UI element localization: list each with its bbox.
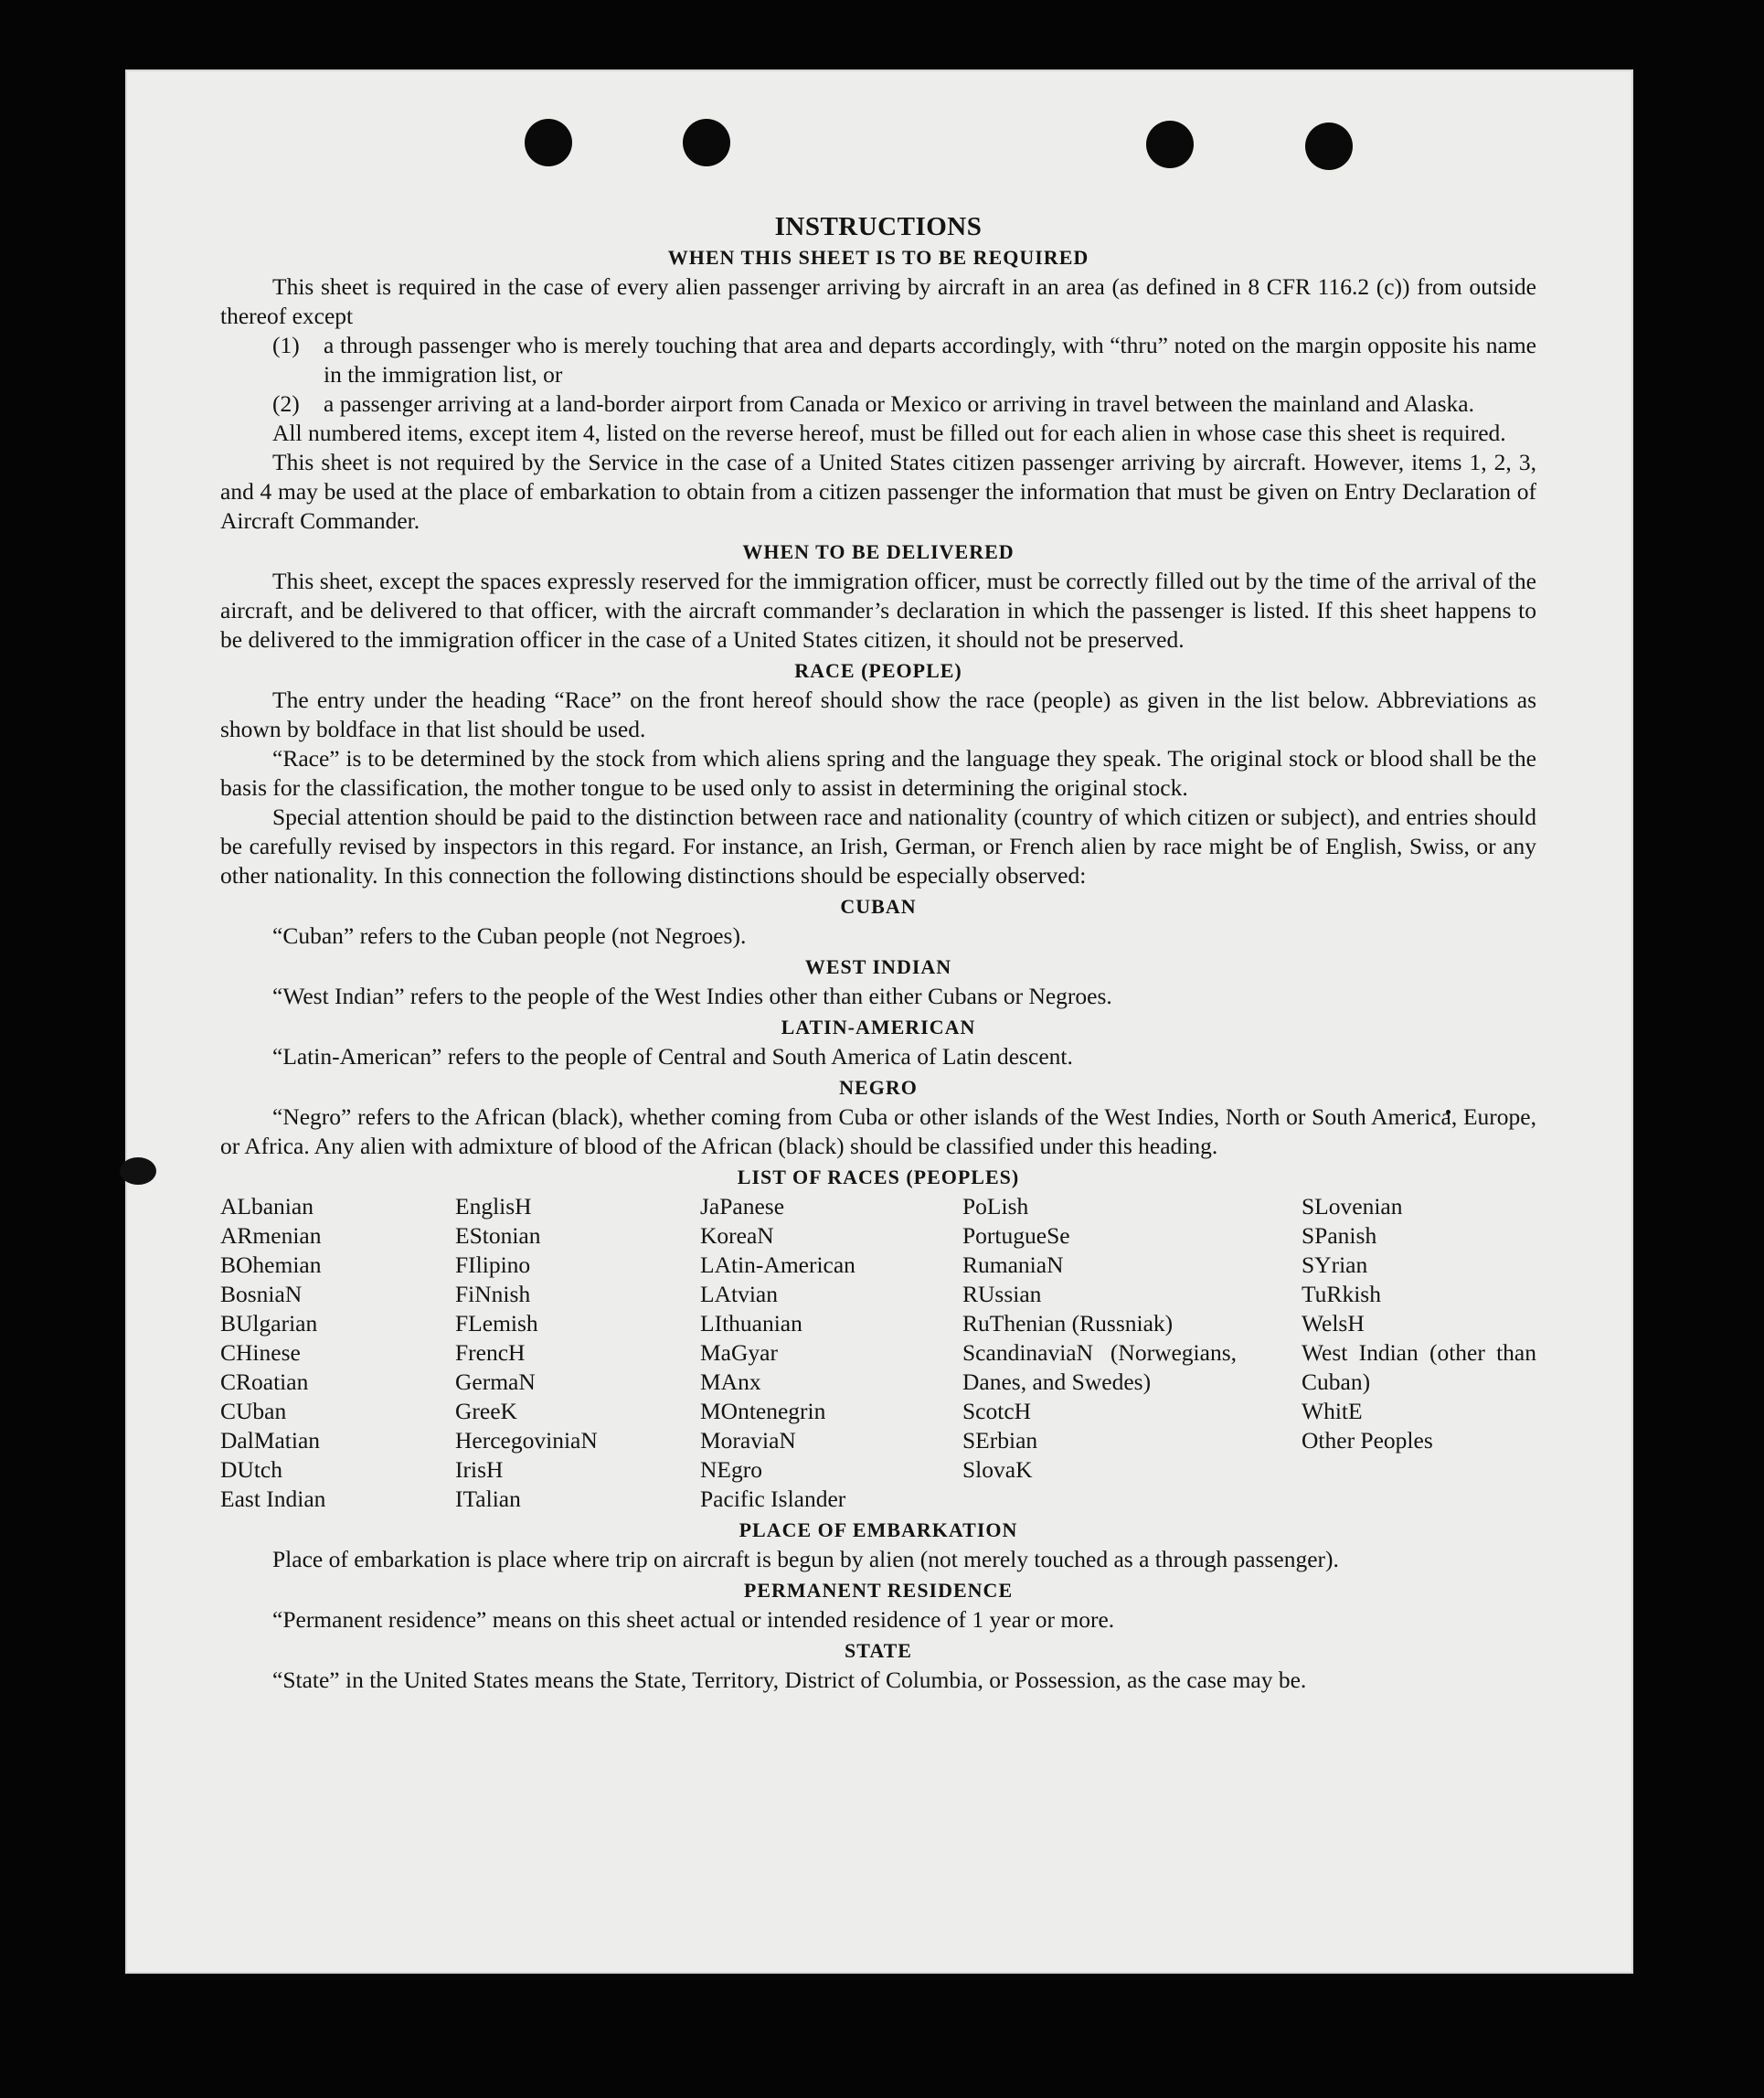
numbered-items-paragraph: All numbered items, except item 4, listed on the reverse hereof, must be filled out for each alien in whose case this sheet is required. [272,420,1506,446]
race-entry: PortugueSe [962,1222,1070,1249]
race-entry: WelsH [1302,1310,1365,1337]
race-entry: LAtvian [700,1281,778,1307]
latin-american-paragraph: “Latin-American” refers to the people of Central and South America of Latin descent. [272,1043,1073,1070]
page-title: INSTRUCTIONS [774,212,983,241]
race-entry: GreeK [455,1398,517,1424]
races-column-5 [1302,1192,1536,1455]
races-column-4 [962,1192,1237,1485]
race-entry: MoraviaN [700,1427,796,1454]
race-entry: LAtin-American [700,1251,855,1278]
citizen-note-paragraph: This sheet is not required by the Service in the case of a United States citizen passenger arriving by aircraft. However, items 1, 2, 3, and 4 may be used at the place of embarkation to obtain from a citizen passenger the information that must be given on Entry Declaration of Aircraft Commander. [220,449,1536,534]
race-entry: RUssian [962,1281,1042,1307]
race-entry: PoLish [962,1193,1029,1219]
race-entry: ITalian [455,1486,521,1512]
heading-negro: NEGRO [839,1076,918,1099]
race-entry: SLovenian [1302,1193,1403,1219]
race-entry: Other Peoples [1302,1427,1433,1454]
heading-race: RACE (PEOPLE) [794,659,962,682]
embarkation-paragraph: Place of embarkation is place where trip on aircraft is begun by alien (not merely touched as a through passenger). [272,1546,1339,1572]
race-paragraph-1: The entry under the heading “Race” on the front hereof should show the race (people) as given in the list below. Abbreviations as shown by boldface in that list should be used. [220,687,1536,742]
race-entry: CHinese [220,1339,301,1366]
heading-list-of-races: LIST OF RACES (PEOPLES) [737,1166,1020,1188]
negro-paragraph: “Negro” refers to the African (black), whether coming from Cuba or other islands of the West Indies, North or South America, Europe, or Africa. Any alien with admixture of blood of the African (black) should be classified under this heading. [220,1103,1536,1159]
race-entry: West Indian (other than Cuban) [1302,1339,1536,1395]
race-entry: NEgro [700,1456,762,1483]
west-indian-paragraph: “West Indian” refers to the people of the West Indies other than either Cubans or Negroes. [272,983,1112,1009]
race-entry: MAnx [700,1368,761,1395]
race-entry: BosniaN [220,1281,303,1307]
item-text: a through passenger who is merely touching that area and departs accordingly, with “thru” noted on the margin opposite his name in the immigration list, or [324,332,1536,388]
race-entry: HercegoviniaN [455,1427,598,1454]
delivered-paragraph: This sheet, except the spaces expressly reserved for the immigration officer, must be correctly filled out by the time of the arrival of the aircraft, and be delivered to that officer, with the aircraft commander’s declaration in which the passenger is listed. If this sheet happens to be delivered to the immigration officer in the case of a United States citizen, it should not be preserved. [220,568,1536,653]
ink-blot [120,1157,156,1185]
heading-permanent-residence: PERMANENT RESIDENCE [743,1579,1014,1602]
race-entry: MOntenegrin [700,1398,826,1424]
heading-cuban: CUBAN [840,895,917,918]
race-entry: SErbian [962,1427,1038,1454]
race-entry: BOhemian [220,1251,322,1278]
item-text: a passenger arriving at a land-border airport from Canada or Mexico or arriving in travel between the mainland and Alaska. [324,390,1474,417]
race-entry: SPanish [1302,1222,1377,1249]
document-page [125,69,1633,1974]
race-paragraph-2: “Race” is to be determined by the stock from which aliens spring and the language they speak. The original stock or blood shall be the basis for the classification, the mother tongue to be used only to assist in determining the original stock. [220,745,1536,801]
race-entry: FiNnish [455,1281,531,1307]
state-paragraph: “State” in the United States means the State, Territory, District of Columbia, or Possession, as the case may be. [272,1667,1307,1693]
required-intro: This sheet is required in the case of every alien passenger arriving by aircraft in an area (as defined in 8 CFR 116.2 (c)) from outside thereof except [220,273,1536,329]
race-entry: EStonian [455,1222,541,1249]
race-entry: RuThenian (Russniak) [962,1310,1174,1337]
race-entry: ScandinaviaN (Norwegians, Danes, and Swedes) [962,1339,1237,1395]
races-column-1 [220,1192,449,1514]
race-entry: MaGyar [700,1339,778,1366]
race-entry: FrencH [455,1339,526,1366]
races-column-3 [700,1192,956,1514]
race-entry: FLemish [455,1310,538,1337]
race-entry: SlovaK [962,1456,1033,1483]
heading-when-required: WHEN THIS SHEET IS TO BE REQUIRED [667,246,1089,269]
race-entry: KoreaN [700,1222,774,1249]
exception-item [220,389,1536,419]
race-entry: ARmenian [220,1222,322,1249]
race-entry: IrisH [455,1456,504,1483]
residence-paragraph: “Permanent residence” means on this sheet actual or intended residence of 1 year or more. [272,1606,1115,1633]
item-number: (1) [272,332,300,358]
race-entry: CRoatian [220,1368,309,1395]
heading-place-of-embarkation: PLACE OF EMBARKATION [739,1518,1018,1541]
race-entry: JaPanese [700,1193,785,1219]
race-entry: EnglisH [455,1193,532,1219]
races-column-2 [455,1192,693,1514]
race-entry: ScotcH [962,1398,1032,1424]
heading-when-delivered: WHEN TO BE DELIVERED [742,540,1015,563]
race-entry: DalMatian [220,1427,321,1454]
race-entry: BUlgarian [220,1310,318,1337]
heading-latin-american: LATIN-AMERICAN [781,1016,976,1038]
heading-state: STATE [845,1639,912,1662]
race-entry: East Indian [220,1486,326,1512]
cuban-paragraph: “Cuban” refers to the Cuban people (not Negroes). [272,922,747,949]
race-entry: RumaniaN [962,1251,1064,1278]
instructions-content [220,146,1536,1695]
race-paragraph-3: Special attention should be paid to the distinction between race and nationality (country of which citizen or subject), and entries should be carefully revised by inspectors in this regard. For instance, an Irish, German, or French alien by race might be of English, Swiss, or any other nationality. In this connection the following distinctions should be especially observed: [220,804,1536,889]
race-entry: DUtch [220,1456,282,1483]
races-list [220,1192,1536,1514]
race-entry: FIlipino [455,1251,531,1278]
exception-item [220,331,1536,389]
race-entry: Pacific Islander [700,1486,846,1512]
race-entry: GermaN [455,1368,536,1395]
race-entry: CUban [220,1398,287,1424]
race-entry: WhitE [1302,1398,1363,1424]
heading-west-indian: WEST INDIAN [804,955,952,978]
race-entry: LIthuanian [700,1310,802,1337]
race-entry: ALbanian [220,1193,313,1219]
race-entry: SYrian [1302,1251,1368,1278]
race-entry: TuRkish [1302,1281,1381,1307]
item-number: (2) [272,390,300,417]
